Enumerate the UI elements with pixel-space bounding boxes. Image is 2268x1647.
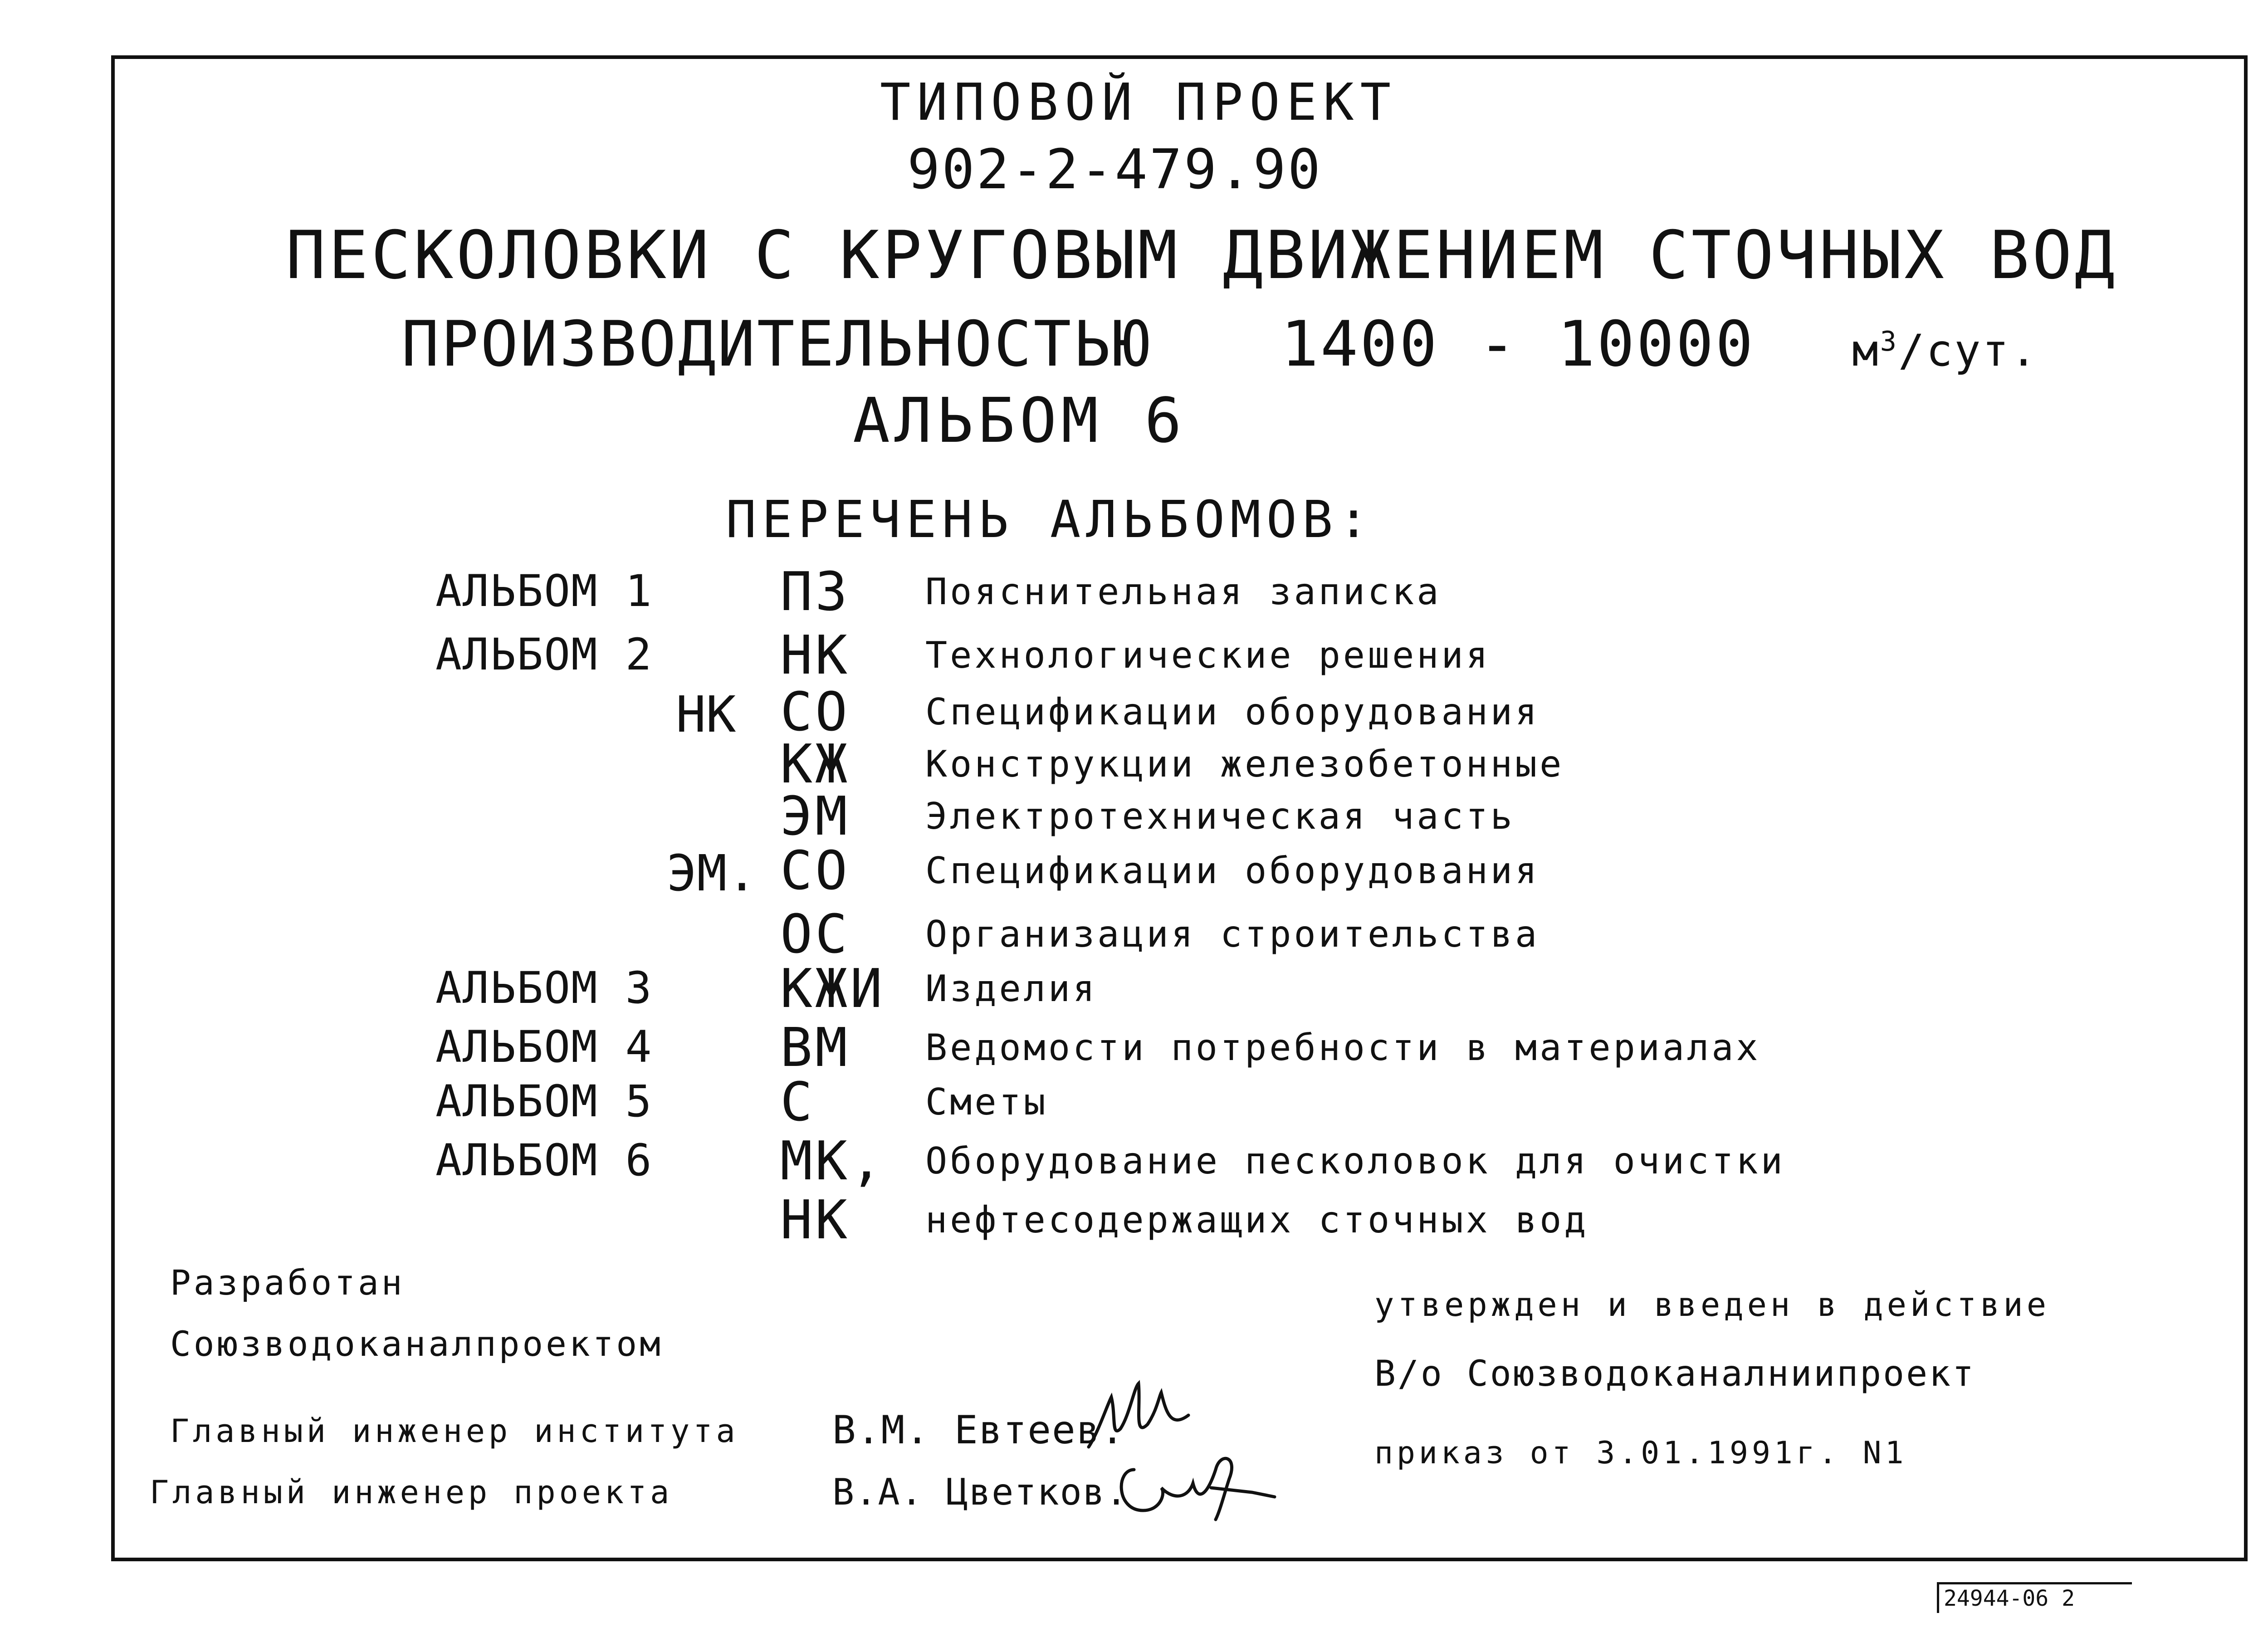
album-list-description: Технологические решения [925,634,1491,676]
signature-role-1: Главный инженер института [170,1412,739,1450]
album-list-prefix: ЭМ. [667,844,757,902]
project-number: 902-2-479.90 [907,138,1322,201]
album-list-prefix: НК [676,685,736,743]
album-list-description: Сметы [925,1081,1048,1123]
album-list-code: СО [780,680,850,743]
title-line-1: ПЕСКОЛОВКИ С КРУГОВЫМ ДВИЖЕНИЕМ СТОЧНЫХ ВОД [286,217,2117,294]
album-list-code: ОС [780,903,850,965]
approval-line-2: В/о Союзводоканалниипроект [1374,1354,1975,1394]
album-list-description: нефтесодержащих сточных вод [925,1199,1589,1241]
album-list-code: НК [780,624,850,686]
album-list-description: Электротехническая часть [925,795,1515,837]
signature-mark-2 [1107,1442,1279,1524]
title-unit: $м^3$/сут. [1852,325,2038,376]
developer-line-2: Союзводоканалпроектом [170,1324,663,1364]
album-list-description: Организация строительства [925,913,1540,955]
project-type: ТИПОВОЙ ПРОЕКТ [880,73,1398,132]
approval-line-3: приказ от 3.01.1991г. N1 [1374,1435,1907,1471]
album-list-description: Изделия [925,968,1098,1010]
album-list-code: КЖ [780,733,850,795]
album-list-album: АЛЬБОМ 1 [435,566,653,616]
album-list-description: Спецификации оборудования [925,850,1540,892]
album-list-code: СО [780,839,850,902]
album-number: АЛЬБОМ 6 [853,385,1187,457]
album-list-code: ПЗ [780,560,850,623]
album-list-code: ЭМ [780,785,850,847]
album-list-code: КЖИ [780,957,885,1020]
album-list-album: АЛЬБОМ 5 [435,1076,653,1127]
signature-role-2: Главный инженер проекта [150,1474,673,1511]
album-list-album: АЛЬБОМ 2 [435,629,653,680]
album-list-album: АЛЬБОМ 3 [435,963,653,1013]
title-capacity-label: ПРОИЗВОДИТЕЛЬНОСТЬЮ [401,308,1152,381]
developer-line-1: Разработан [170,1262,405,1303]
album-list-album: АЛЬБОМ 4 [435,1021,653,1072]
document-stamp: 24944-06 2 [1937,1582,2132,1613]
album-list-code: С [780,1070,816,1133]
album-list-album: АЛЬБОМ 6 [435,1135,653,1186]
album-list-description: Ведомости потребности в материалах [925,1026,1761,1069]
album-list-code: НК [780,1188,850,1251]
title-line-2 [401,308,2038,381]
list-heading: ПЕРЕЧЕНЬ АЛЬБОМОВ: [726,490,1374,549]
album-list-description: Оборудование песколовок для очистки [925,1140,1785,1182]
album-list-description: Конструкции железобетонные [925,743,1564,785]
approval-line-1: утвержден и введен в действие [1374,1285,2050,1324]
album-list-description: Спецификации оборудования [925,691,1540,733]
album-list-code: МК, [780,1129,885,1192]
album-list-code: ВМ [780,1016,850,1079]
title-capacity-value: 1400 - 10000 [1281,308,1755,381]
album-list-description: Пояснительная записка [925,571,1442,613]
signature-name-1: В.М. Евтеев. [832,1408,1125,1453]
signature-name-2: В.А. Цветков. [832,1471,1129,1513]
